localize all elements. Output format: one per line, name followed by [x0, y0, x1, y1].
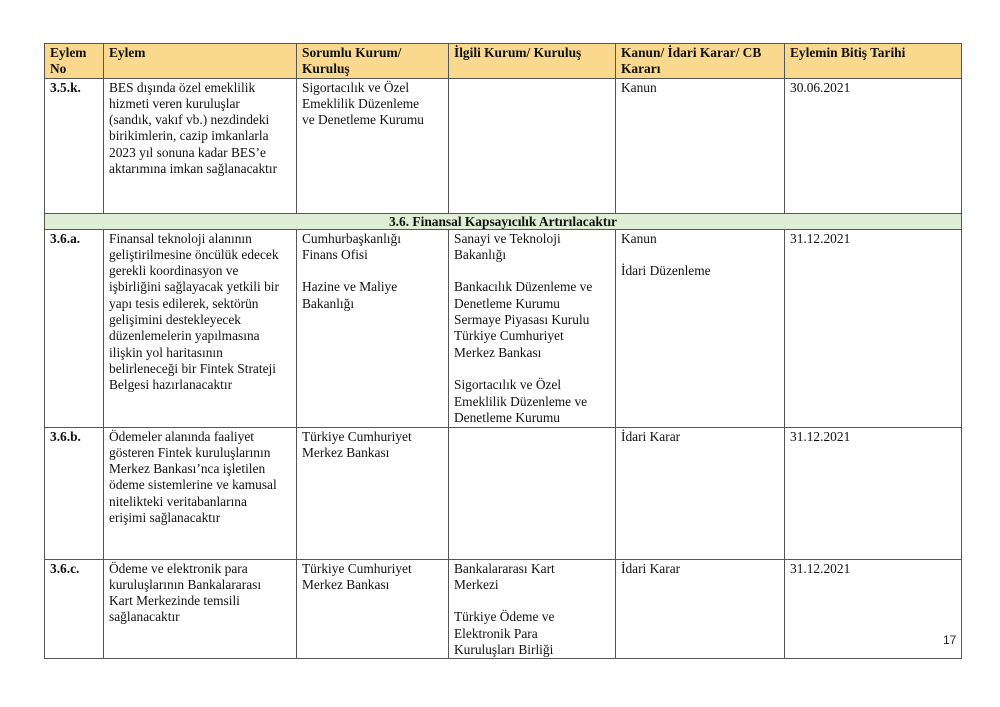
- text-line: hizmeti veren kuruluşlar: [109, 95, 240, 111]
- text-line: Türkiye Cumhuriyet: [454, 328, 564, 344]
- text-line: Türkiye Ödeme ve: [454, 609, 555, 625]
- law-decision: [616, 78, 785, 213]
- text-line: No: [50, 61, 67, 77]
- text-line: İdari Düzenleme: [621, 263, 711, 279]
- header-law-decision: [616, 44, 785, 79]
- text-line: belirleneceği bir Fintek Strateji: [109, 360, 276, 376]
- text-line: Türkiye Cumhuriyet: [302, 428, 412, 444]
- text-line: İdari Karar: [621, 560, 681, 576]
- action-description: [104, 427, 297, 559]
- table-header-row: [45, 44, 962, 79]
- text-line: Merkezi: [454, 576, 499, 592]
- text-line: Emeklilik Düzenleme: [302, 95, 420, 111]
- text-line: Eylemin Bitiş Tarihi: [790, 45, 906, 60]
- text-line: Türkiye Cumhuriyet: [302, 560, 412, 576]
- header-related-institution: [449, 44, 616, 79]
- text-line: Hazine ve Maliye: [302, 279, 398, 295]
- related-institution: [449, 78, 616, 213]
- text-line: ödeme sistemlerine ve kamusal: [109, 477, 277, 493]
- text-line: ve Denetleme Kurumu: [302, 112, 424, 128]
- law-decision: [616, 229, 785, 427]
- text-line: düzenlemelerin yapılmasına: [109, 328, 260, 344]
- text-line: Sanayi ve Teknoloji: [454, 230, 561, 246]
- action-description: [104, 229, 297, 427]
- text-line: Emeklilik Düzenleme ve: [454, 393, 588, 409]
- text-line: Kararı: [621, 61, 661, 77]
- action-no: 3.6.b.: [45, 427, 104, 559]
- text-line: geliştirilmesine öncülük edecek: [109, 246, 279, 262]
- text-line: Finans Ofisi: [302, 246, 368, 262]
- action-plan-table: [44, 43, 962, 659]
- text-line: İlgili Kurum/ Kuruluş: [454, 45, 582, 60]
- text-line: Finansal teknoloji alanının: [109, 230, 252, 246]
- text-line: Cumhurbaşkanlığı: [302, 230, 401, 246]
- text-line: Kanun: [621, 79, 657, 95]
- text-line: BES dışında özel emeklilik: [109, 79, 256, 95]
- deadline: 31.12.2021: [785, 427, 962, 559]
- text-line: Kanun: [621, 230, 657, 246]
- responsible-institution: [297, 559, 449, 659]
- text-line: Bankalararası Kart: [454, 560, 555, 576]
- text-line: sağlanacaktır: [109, 609, 180, 625]
- text-line: (sandık, vakıf vb.) nezdindeki: [109, 112, 270, 128]
- text-line: Denetleme Kurumu: [454, 295, 560, 311]
- blank-line: [621, 247, 779, 263]
- action-description: [104, 78, 297, 213]
- table-row: [45, 78, 962, 213]
- blank-line: [454, 361, 610, 377]
- text-line: Eylem: [50, 45, 87, 60]
- text-line: 2023 yıl sonuna kadar BES’e: [109, 144, 266, 160]
- text-line: Merkez Bankası’nca işletilen: [109, 461, 266, 477]
- action-no: 3.5.k.: [45, 78, 104, 213]
- text-line: Ödemeler alanında faaliyet: [109, 428, 254, 444]
- action-description: [104, 559, 297, 659]
- text-line: nitelikteki veritabanlarına: [109, 493, 247, 509]
- text-line: Belgesi hazırlanacaktır: [109, 377, 233, 393]
- action-no: 3.6.c.: [45, 559, 104, 659]
- text-line: Sigortacılık ve Özel: [302, 79, 410, 95]
- header-action: [104, 44, 297, 79]
- text-line: aktarımına imkan sağlanacaktır: [109, 161, 278, 177]
- blank-line: [454, 593, 610, 609]
- law-decision: [616, 559, 785, 659]
- related-institution: [449, 559, 616, 659]
- action-no: 3.6.a.: [45, 229, 104, 427]
- header-action-no: [45, 44, 104, 79]
- text-line: Kuruluşları Birliği: [454, 642, 554, 658]
- text-line: kuruluşlarının Bankalararası: [109, 576, 262, 592]
- section-heading: 3.6. Finansal Kapsayıcılık Artırılacaktır: [45, 213, 962, 229]
- header-responsible-institution: [297, 44, 449, 79]
- responsible-institution: [297, 229, 449, 427]
- text-line: gerekli koordinasyon ve: [109, 263, 239, 279]
- text-line: erişimi sağlanacaktır: [109, 510, 221, 526]
- text-line: gösteren Fintek kuruluşlarının: [109, 444, 271, 460]
- text-line: Eylem: [109, 45, 146, 60]
- text-line: Denetleme Kurumu: [454, 409, 560, 425]
- table-row: [45, 427, 962, 559]
- text-line: Merkez Bankası: [302, 576, 390, 592]
- page-number: 17: [943, 633, 957, 647]
- text-line: Sorumlu Kurum/: [302, 45, 402, 60]
- related-institution: [449, 427, 616, 559]
- responsible-institution: [297, 427, 449, 559]
- law-decision: [616, 427, 785, 559]
- blank-line: [454, 263, 610, 279]
- text-line: Bakanlığı: [454, 246, 507, 262]
- deadline: 31.12.2021: [785, 229, 962, 427]
- deadline: 30.06.2021: [785, 78, 962, 213]
- deadline: 31.12.2021: [785, 559, 962, 659]
- header-deadline: [785, 44, 962, 79]
- text-line: Kuruluş: [302, 61, 350, 77]
- text-line: işbirliğini sağlayacak yetkili bir: [109, 279, 279, 295]
- text-line: birikimlerin, cazip imkanlarla: [109, 128, 269, 144]
- text-line: ilişkin yol haritasının: [109, 344, 223, 360]
- text-line: Merkez Bankası: [454, 344, 542, 360]
- text-line: Kanun/ İdari Karar/ CB: [621, 45, 762, 60]
- text-line: Bakanlığı: [302, 295, 355, 311]
- text-line: Sigortacılık ve Özel: [454, 377, 562, 393]
- text-line: Ödeme ve elektronik para: [109, 560, 248, 576]
- text-line: Sermaye Piyasası Kurulu: [454, 312, 590, 328]
- blank-line: [302, 263, 443, 279]
- text-line: Bankacılık Düzenleme ve: [454, 279, 593, 295]
- text-line: Kart Merkezinde temsili: [109, 593, 240, 609]
- section-heading-row: [45, 213, 962, 229]
- text-line: Elektronik Para: [454, 625, 538, 641]
- table-row: [45, 559, 962, 659]
- related-institution: [449, 229, 616, 427]
- text-line: Merkez Bankası: [302, 444, 390, 460]
- table-row: [45, 229, 962, 427]
- responsible-institution: [297, 78, 449, 213]
- text-line: İdari Karar: [621, 428, 681, 444]
- text-line: gelişimini destekleyecek: [109, 312, 242, 328]
- text-line: yapı tesis edilerek, sektörün: [109, 295, 259, 311]
